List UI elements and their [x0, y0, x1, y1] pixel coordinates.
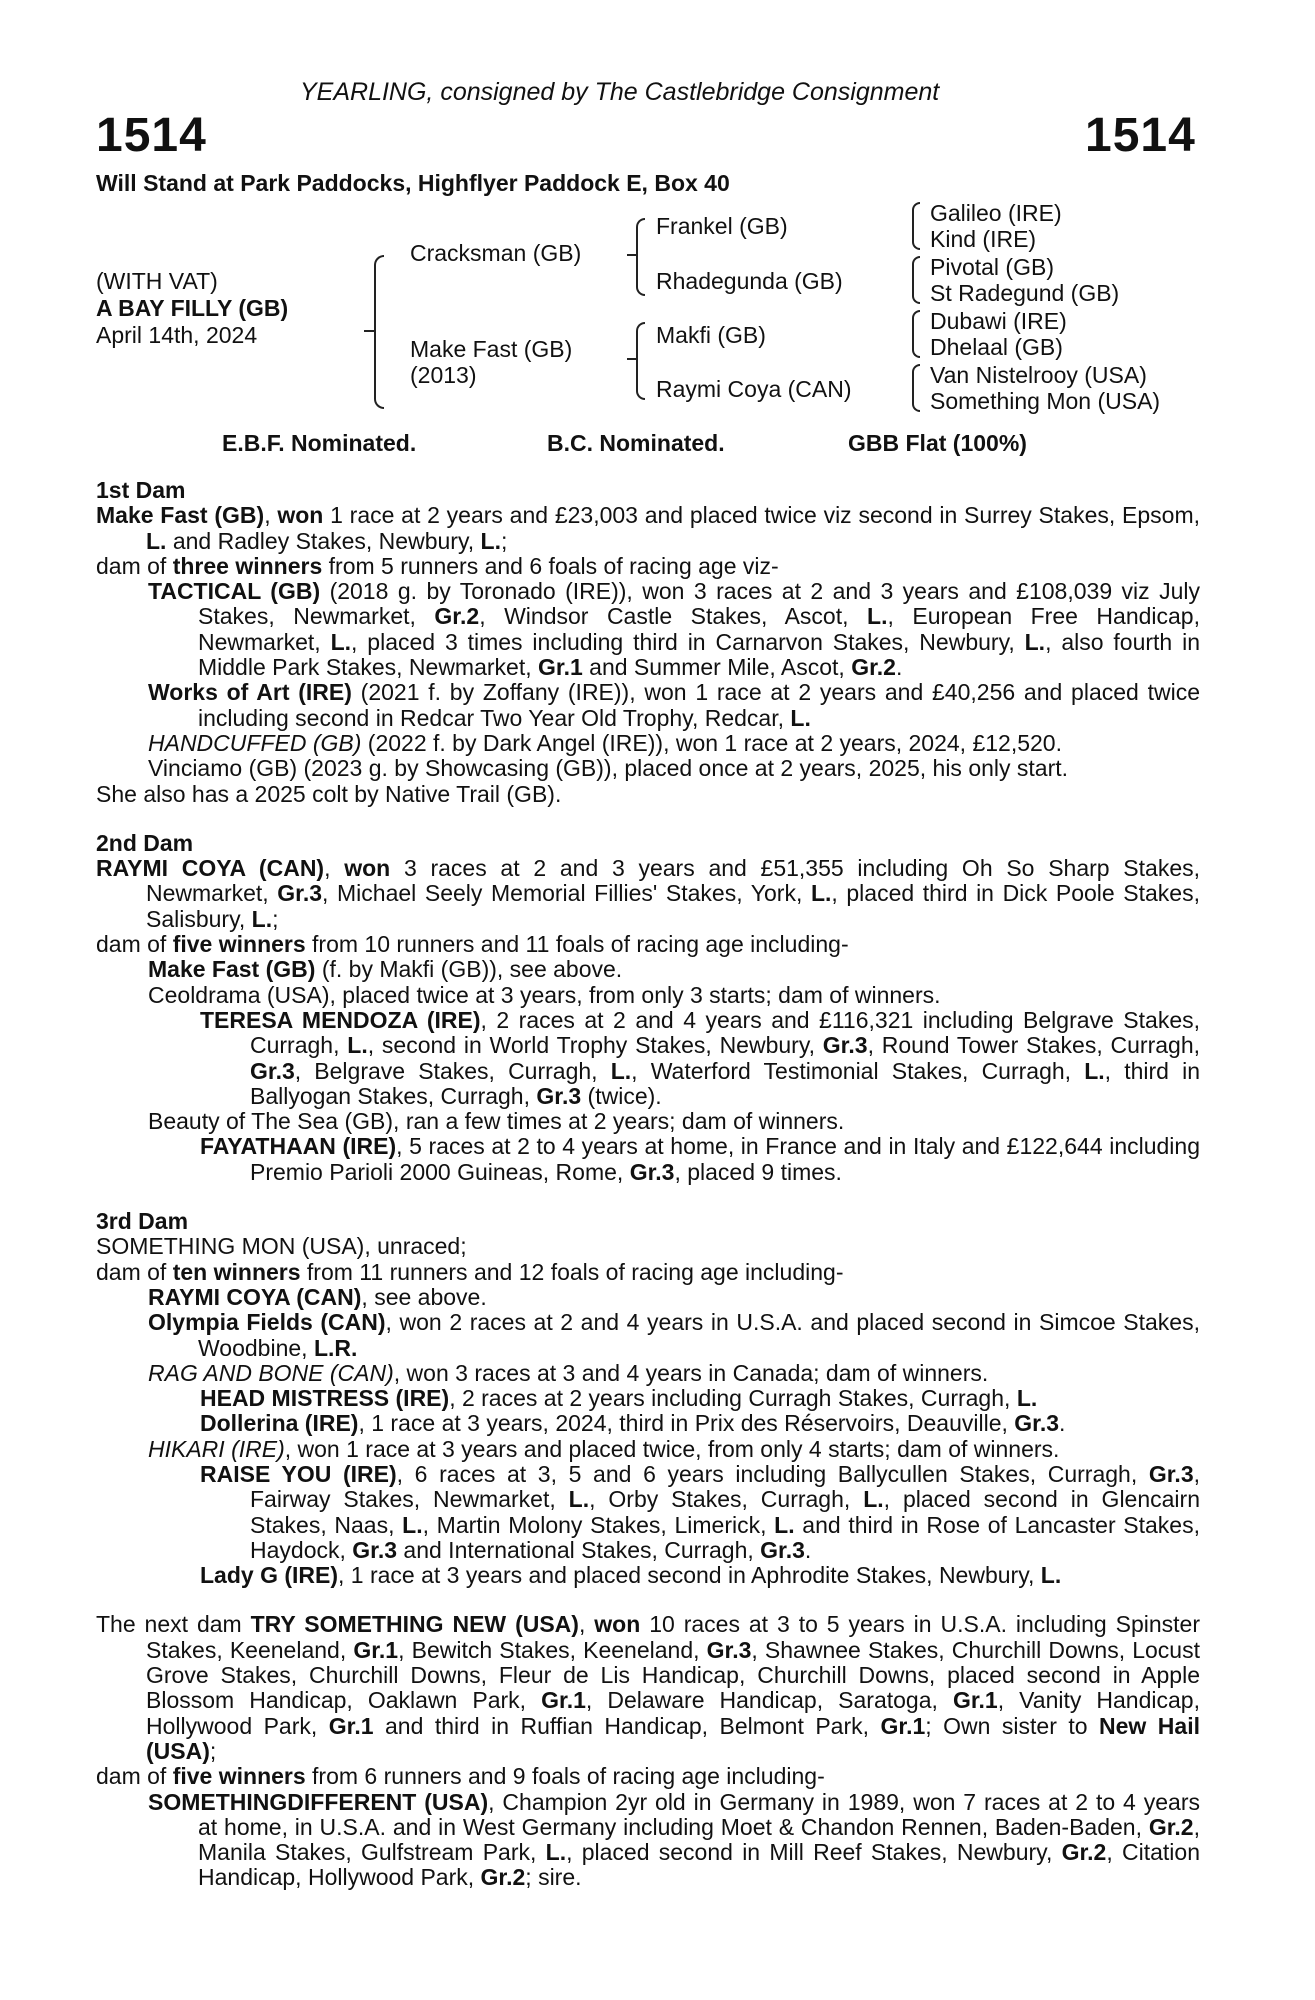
dam-name: Make Fast (GB) [410, 336, 573, 362]
t: , Bewitch Stakes, Keeneland, [398, 1636, 707, 1663]
t: Gr.1 [328, 1712, 374, 1739]
t: , Waterford Testimonial Stakes, Curragh, [631, 1057, 1085, 1084]
t: L. [1016, 1385, 1038, 1412]
t: RAG AND BONE (CAN) [148, 1359, 394, 1386]
lot-number-right: 1514 [1085, 109, 1196, 162]
dam1-produce-vinciamo: Vinciamo (GB) (2023 g. by Showcasing (GB)), placed once at 2 years, 2025, his only start. [148, 755, 1069, 782]
dam1-produce-tactical [96, 579, 1200, 680]
t: L. [790, 704, 811, 731]
t: , see above. [361, 1283, 487, 1310]
pedigree-brace-main-tip [364, 330, 374, 332]
t: 1 race at 2 years and £23,003 and placed twice viz second in Surrey Stakes, Epsom, [323, 502, 1200, 529]
t: L. [774, 1511, 795, 1538]
t: Gr.3 [536, 1082, 582, 1109]
t: Gr.3 [822, 1032, 868, 1059]
gen3-6: Dhelaal (GB) [930, 334, 1063, 360]
t: , placed 9 times. [674, 1158, 842, 1185]
horse-name: A BAY FILLY (GB) [96, 295, 289, 321]
dam-year: (2013) [410, 362, 477, 388]
gen3-3: Pivotal (GB) [930, 254, 1054, 280]
t: , 1 race at 3 years, 2024, third in Prix des Réservoirs, Deauville, [358, 1410, 1015, 1437]
dam3-grandproduce-dollerina [96, 1411, 1200, 1436]
t: . [1059, 1410, 1066, 1437]
t: L. [867, 603, 888, 630]
t: , won 1 race at 3 years and placed twice, from only 4 starts; dam of winners. [284, 1435, 1060, 1462]
t: , Fairway Stakes, Newmarket, [250, 1460, 1201, 1513]
dam2-produce-make-fast [96, 957, 1200, 982]
t: (2022 f. by Dark Angel (IRE)), won 1 race at 2 years, 2024, £12,520. [361, 729, 1062, 756]
t: New Hail (USA) [146, 1712, 1200, 1764]
t: Gr.3 [352, 1536, 398, 1563]
catalogue-body [96, 478, 1200, 1891]
dam1-produce-intro [96, 554, 1200, 579]
t: ; [500, 527, 508, 554]
t: , Champion 2yr old in Germany in 1989, won 7 races at 2 to 4 years at home, in U.S.A. and in West Germany including Moet & Chandon Rennen, Baden-Baden, [198, 1788, 1200, 1840]
t: , placed 3 times including third in Carnarvon Stakes, Newbury, [351, 628, 1025, 655]
t: ; Own sister to [925, 1712, 1100, 1739]
t: L. [545, 1839, 567, 1866]
t: Gr.2 [1061, 1839, 1107, 1866]
t: L. [568, 1486, 590, 1513]
t: L. [402, 1511, 423, 1538]
t: , Shawnee Stakes, Churchill Downs, Locust Grove Stakes, Churchill Downs, Fleur de Lis Handicap, Churchill Downs, placed second in Apple Blossom Handicap, Oaklawn Park, [146, 1636, 1200, 1714]
bc-nominated: B.C. Nominated. [547, 430, 725, 456]
t: , placed third in Dick Poole Stakes, Salisbury, [146, 880, 1200, 932]
t: Gr.3 [629, 1158, 675, 1185]
t: three winners [172, 552, 323, 579]
t: , Delaware Handicap, Saratoga, [585, 1687, 953, 1714]
dam2-grandproduce-fayathaan [96, 1134, 1200, 1185]
t: Gr.3 [1014, 1410, 1060, 1437]
t: Gr.3 [1148, 1460, 1194, 1487]
t: TRY SOMETHING NEW (USA) [250, 1611, 579, 1638]
t: five winners [172, 1763, 306, 1790]
t: L. [1040, 1562, 1062, 1589]
t: Gr.2 [1148, 1813, 1194, 1840]
t: and Radley Stakes, Newbury, [166, 527, 481, 554]
gen3-8: Something Mon (USA) [930, 388, 1161, 414]
t: , Belgrave Stakes, Curragh, [294, 1057, 611, 1084]
dam3-produce-rag-and-bone [96, 1361, 1200, 1386]
t: , Orby Stakes, Curragh, [589, 1486, 864, 1513]
t: , Vanity Handicap, Hollywood Park, [146, 1687, 1200, 1739]
t: . [804, 1536, 812, 1563]
dam-dam: Raymi Coya (CAN) [656, 376, 852, 402]
pedigree-brace-sire-tip [627, 254, 637, 256]
pedigree-brace-dam-tip [627, 358, 637, 360]
t: L. [347, 1032, 368, 1059]
t: L. [610, 1057, 632, 1084]
gbb-flat: GBB Flat (100%) [848, 430, 1027, 456]
t: Gr.2 [434, 603, 480, 630]
t: five winners [172, 931, 306, 958]
dam1-produce-handcuffed [96, 731, 1200, 756]
t: Olympia Fields (CAN) [148, 1309, 386, 1336]
t: . [895, 654, 903, 681]
sire-sire: Frankel (GB) [656, 213, 788, 239]
dam3-produce-raymi-coya [96, 1285, 1200, 1310]
dam2-grandproduce-teresa [96, 1008, 1200, 1109]
t: Gr.3 [706, 1636, 752, 1663]
t: Gr.3 [277, 880, 323, 907]
standing-location: Will Stand at Park Paddocks, Highflyer Paddock E, Box 40 [96, 170, 730, 196]
t: , also fourth in Middle Park Stakes, Newmarket, [198, 628, 1200, 681]
t: , won 2 races at 2 and 4 years in U.S.A. and placed second in Simcoe Stakes, Woodbine, [198, 1309, 1200, 1361]
t: Works of Art (IRE) [148, 679, 352, 706]
next-dam-produce-somethingdifferent [96, 1790, 1200, 1891]
t: , Windsor Castle Stakes, Ascot, [479, 603, 868, 630]
t: L. [330, 628, 352, 655]
t: from 5 runners and 6 foals of racing age viz- [322, 552, 779, 579]
next-dam-entry [96, 1612, 1200, 1764]
t: won [277, 502, 324, 529]
dam3-grandproduce-head-mistress [96, 1386, 1200, 1411]
t: dam of [96, 1763, 173, 1790]
t: , Michael Seely Memorial Fillies' Stakes, York, [322, 880, 811, 907]
t: RAISE YOU (IRE) [200, 1460, 397, 1487]
pedigree-brace-g3 [912, 310, 920, 358]
t: Gr.1 [541, 1687, 586, 1714]
t: , [264, 502, 278, 529]
t: Make Fast (GB) [148, 956, 316, 983]
t: dam of [96, 1258, 173, 1285]
dam2-entry [96, 856, 1200, 932]
dam3-grandproduce-lady-g [96, 1563, 1200, 1588]
t: 10 races at 3 to 5 years in U.S.A. including Spinster Stakes, Keeneland, [146, 1611, 1200, 1663]
t: , Round Tower Stakes, Curragh, [867, 1032, 1200, 1059]
t: (2018 g. by Toronado (IRE)), won 3 races at 2 and 3 years and £108,039 viz July Stakes, Newmarket, [198, 578, 1200, 630]
vat-label: (WITH VAT) [96, 268, 218, 294]
dam2-produce-intro [96, 932, 1200, 957]
t: L. [810, 880, 832, 907]
dam3-entry: SOMETHING MON (USA), unraced; [96, 1233, 467, 1260]
t: won [344, 855, 391, 882]
t: and Summer Mile, Ascot, [582, 654, 852, 681]
dam3-produce-olympia-fields [96, 1310, 1200, 1361]
t: TERESA MENDOZA (IRE) [200, 1006, 481, 1033]
t: from 11 runners and 12 foals of racing age including- [300, 1258, 844, 1285]
t: (2021 f. by Zoffany (IRE)), won 1 race at 2 years and £40,256 and placed twice including second in Redcar Two Year Old Trophy, Redcar, [198, 679, 1200, 731]
dam3-grandproduce-raise-you [96, 1462, 1200, 1563]
t: and third in Rose of Lancaster Stakes, Haydock, [250, 1511, 1200, 1563]
ebf-nominated: E.B.F. Nominated. [222, 430, 417, 456]
section-heading-1st-dam: 1st Dam [96, 477, 186, 503]
t: ten winners [172, 1258, 301, 1285]
dam-sire: Makfi (GB) [656, 322, 766, 348]
t: from 10 runners and 11 foals of racing age including- [305, 931, 849, 958]
sire-dam: Rhadegunda (GB) [656, 268, 843, 294]
t: and International Stakes, Curragh, [397, 1536, 761, 1563]
t: ; [272, 905, 279, 932]
t: , 6 races at 3, 5 and 6 years including Ballycullen Stakes, Curragh, [396, 1460, 1149, 1487]
pedigree-brace-g4 [912, 364, 920, 412]
t: Gr.2 [480, 1864, 526, 1891]
dam3-produce-hikari [96, 1437, 1200, 1462]
t: , third in Ballyogan Stakes, Curragh, [250, 1057, 1200, 1109]
t: RAYMI COYA (CAN) [148, 1283, 362, 1310]
t: , Citation Handicap, Hollywood Park, [198, 1839, 1200, 1891]
t: , Manila Stakes, Gulfstream Park, [198, 1813, 1200, 1866]
t: L. [251, 905, 273, 932]
t: Gr.1 [952, 1687, 998, 1714]
gen3-1: Galileo (IRE) [930, 200, 1062, 226]
t: ; sire. [525, 1864, 582, 1891]
t: SOMETHINGDIFFERENT (USA) [148, 1788, 489, 1815]
t: The next dam [96, 1611, 251, 1638]
t: Make Fast (GB) [96, 502, 265, 529]
t: RAYMI COYA (CAN) [96, 855, 325, 882]
t: TACTICAL (GB) [148, 578, 321, 605]
t: from 6 runners and 9 foals of racing age including- [305, 1763, 825, 1790]
t: , Martin Molony Stakes, Limerick, [422, 1511, 775, 1538]
t: , placed second in Glencairn Stakes, Naas, [250, 1486, 1200, 1538]
t: Gr.3 [250, 1057, 295, 1084]
t: , 2 races at 2 and 4 years and £116,321 including Belgrave Stakes, Curragh, [250, 1006, 1201, 1059]
t: , [324, 855, 345, 882]
t: Gr.3 [760, 1536, 805, 1563]
pedigree-brace-dam [636, 322, 645, 400]
dam2-produce-ceoldrama: Ceoldrama (USA), placed twice at 3 years, from only 3 starts; dam of winners. [148, 981, 941, 1008]
dam1-produce-works-of-art [96, 680, 1200, 731]
t: , [578, 1611, 595, 1638]
pedigree-brace-g1 [912, 202, 920, 250]
t: HEAD MISTRESS (IRE) [200, 1385, 450, 1412]
t: , European Free Handicap, Newmarket, [198, 603, 1200, 655]
sire-name: Cracksman (GB) [410, 240, 582, 266]
t: (twice). [581, 1082, 662, 1109]
gen3-4: St Radegund (GB) [930, 280, 1120, 306]
dam2-produce-beauty-of-the-sea: Beauty of The Sea (GB), ran a few times at 2 years; dam of winners. [148, 1108, 845, 1135]
t: (f. by Makfi (GB)), see above. [315, 956, 623, 983]
section-heading-2nd-dam: 2nd Dam [96, 829, 194, 856]
dam3-produce-intro [96, 1260, 1200, 1285]
t: ; [209, 1737, 217, 1764]
t: , second in World Trophy Stakes, Newbury, [367, 1032, 823, 1059]
t: 3 races at 2 and 3 years and £51,355 including Oh So Sharp Stakes, Newmarket, [146, 855, 1200, 907]
t: and third in Ruffian Handicap, Belmont Park, [373, 1712, 881, 1739]
t: won [594, 1611, 641, 1638]
t: dam of [96, 552, 173, 579]
t: L. [1024, 628, 1046, 655]
t: , won 3 races at 3 and 4 years in Canada; dam of winners. [393, 1359, 989, 1386]
gen3-2: Kind (IRE) [930, 226, 1037, 252]
dam1-produce-2025-colt: She also has a 2025 colt by Native Trail (GB). [96, 780, 562, 807]
consignment-line: YEARLING, consigned by The Castlebridge Consignment [300, 78, 940, 106]
pedigree-brace-sire [636, 218, 645, 296]
t: Gr.2 [851, 654, 896, 681]
t: L. [1084, 1057, 1105, 1084]
t: Gr.1 [353, 1636, 399, 1663]
gen3-7: Van Nistelrooy (USA) [930, 362, 1147, 388]
gen3-5: Dubawi (IRE) [930, 308, 1067, 334]
t: , 1 race at 3 years and placed second in Aphrodite Stakes, Newbury, [338, 1562, 1041, 1589]
t: L.R. [313, 1334, 358, 1361]
t: L. [146, 527, 167, 554]
horse-dob: April 14th, 2024 [96, 322, 258, 348]
pedigree-brace-main [374, 255, 384, 409]
t: FAYATHAAN (IRE) [200, 1133, 397, 1160]
t: HIKARI (IRE) [148, 1435, 285, 1462]
t: Gr.1 [880, 1712, 926, 1739]
t: , placed second in Mill Reef Stakes, Newbury, [566, 1839, 1062, 1866]
t: Gr.1 [538, 654, 583, 681]
t: L. [863, 1486, 884, 1513]
t: Lady G (IRE) [200, 1562, 339, 1589]
next-dam-produce-intro [96, 1764, 1200, 1789]
dam1-entry [96, 503, 1200, 554]
pedigree-brace-g2 [912, 256, 920, 304]
spacer [96, 1588, 1200, 1612]
t: , 2 races at 2 years including Curragh Stakes, Curragh, [449, 1385, 1017, 1412]
lot-number-left: 1514 [96, 109, 207, 162]
t: Dollerina (IRE) [200, 1410, 359, 1437]
t: HANDCUFFED (GB) [148, 729, 362, 756]
t: , 5 races at 2 to 4 years at home, in France and in Italy and £122,644 including Premio Parioli 2000 Guineas, Rome, [250, 1133, 1200, 1185]
t: dam of [96, 931, 173, 958]
t: L. [480, 527, 501, 554]
section-heading-3rd-dam: 3rd Dam [96, 1208, 189, 1235]
